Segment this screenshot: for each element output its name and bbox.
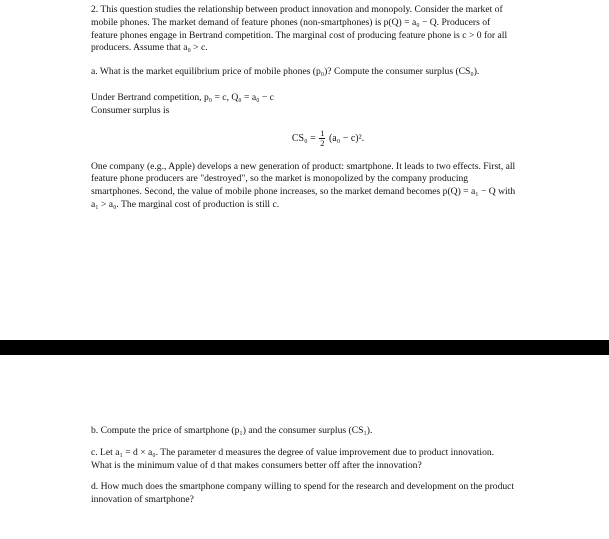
formula-lhs: CS₀ =: [291, 132, 316, 144]
question-part-a: a. What is the market equilibrium price of mobile phones (p₀)? Compute the consumer surplus (CS₀).: [91, 66, 480, 78]
question-part-d: d. How much does the smartphone company willing to spend for the research and development on the product innovation of smartphone?: [91, 481, 515, 506]
bertrand-solution: Under Bertrand competition, p₀ = c, Q₀ = a₀ − c: [91, 91, 274, 103]
fraction-denominator: 2: [320, 137, 325, 148]
formula-fraction: [319, 129, 325, 148]
question-part-b: b. Compute the price of smartphone (p₁) and the consumer surplus (CS₁).: [91, 425, 373, 436]
formula-rhs: (a₀ − c)².: [328, 132, 365, 144]
fraction-numerator: 1: [320, 127, 325, 138]
page-divider: [0, 340, 609, 355]
document-page-bottom: [0, 355, 609, 539]
consumer-surplus-label: Consumer surplus is: [91, 104, 170, 116]
question-intro: 2. This question studies the relationship between product innovation and monopoly. Consider the market of mobile phones. The market demand of feature phones (non-smartphones) is p(Q) = a₀ − Q. Producers of feature phones engage in Bertrand competition. The marginal cost of producing feature phone is c > 0 for all producers. Assume that a₀ > c.: [91, 4, 508, 54]
consumer-surplus-formula: [91, 126, 517, 152]
question-part-c: c. Let a₁ = d × a₀. The parameter d measures the degree of value improvement due to product innovation. What is the minimum value of d that makes consumers better off after the innovation?: [91, 446, 495, 471]
scenario-paragraph: One company (e.g., Apple) develops a new generation of product: smartphone. It leads to two effects. First, all feature phone producers are "destroyed", so the market is monopolized by the company producing smartphones. Second, the value of mobile phone increases, so the market demand becomes p(Q) = a₁ − Q with a₁ > a₀. The marginal cost of production is still c.: [91, 160, 516, 210]
